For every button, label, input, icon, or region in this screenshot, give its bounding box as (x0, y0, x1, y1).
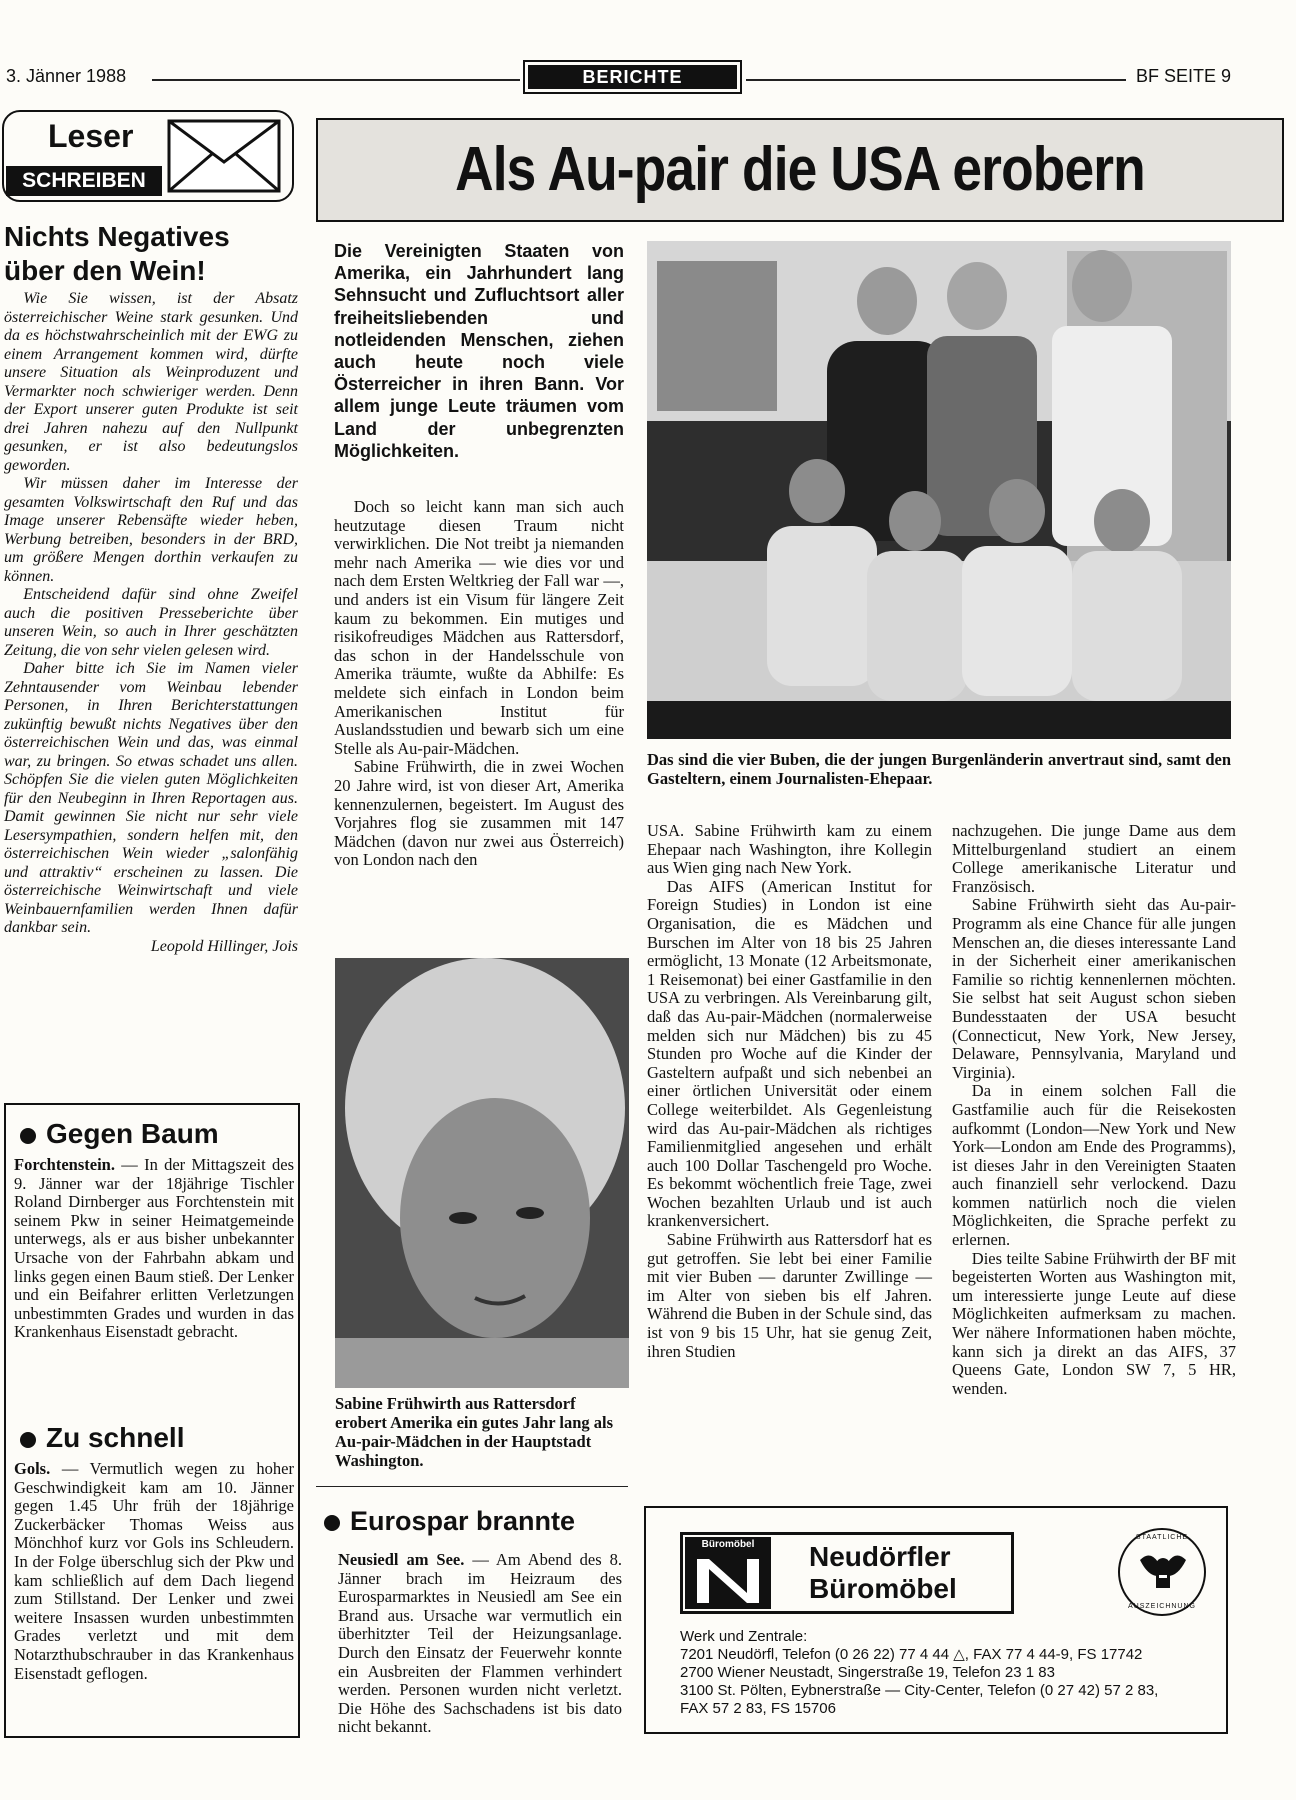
gegen-baum-text (14, 1156, 294, 1342)
ad-line: 2700 Wiener Neustadt, Singerstraße 19, Telefon 23 1 83 (680, 1664, 1055, 1681)
gegen-baum-place: Forchtenstein. (14, 1155, 115, 1174)
ad-name (809, 1541, 957, 1605)
leser-headline-line-2: über den Wein! (4, 255, 206, 286)
eurospar-body: — Am Abend des 8. Jänner brach im Heizraum des Eurosparmarktes in Neusiedl am See ein Brand aus. Ursache war vermutlich ein überhitzter Teil der Heizungsanlage. Durch den Einsatz der Feuerwehr konnte ein Ausbreiten der Flammen verhindert werden. Personen wurden nicht verletzt. Die Höhe des Sachschadens ist bis dato nicht bekannt. (338, 1550, 623, 1737)
bullet-icon (20, 1432, 36, 1448)
col1-paragraph: Sabine Frühwirth, die in zwei Wochen 20 Jahre wird, ist von dieser Art, Amerika kennenzulernen, begeistert. Im August des Vorjahres flog sie zusammen mit 147 Mädchen (davon nur zwei aus Österreich) von London nach den (334, 757, 624, 870)
leser-letter (4, 290, 298, 956)
main-lead: Die Vereinigten Staaten von Amerika, ein Jahrhundert lang Sehnsucht und Zufluchtsort aller freiheitsliebenden und notleidenden Menschen, ziehen auch heute noch viele Österreicher in ihren Bann. Vor allem junge Leute träumen vom Land der unbegrenzten Möglichkeiten. (334, 241, 624, 461)
col3-paragraph: nachzugehen. Die junge Dame aus dem Mittelburgenland studiert an einem College amerikanische Literatur und Französisch. (952, 821, 1236, 896)
ad-seal (1118, 1528, 1206, 1616)
leser-headline-line-1: Nichts Negatives (4, 221, 230, 252)
zu-schnell-body: — Vermutlich wegen zu hoher Geschwindigkeit kam am 10. Jänner gegen 1.45 Uhr früh der 18jährige Zuckerbäcker Thomas Weiss aus Mönchhof kurz vor Gols ins Schleudern. In der Folge überschlug sich der Pkw und kam schließlich auf dem Dach liegend zum Stillstand. Der Lenker und zwei weitere Insassen wurden unbestimmten Grades verletzt und mit dem Notarzthubschrauber in das Krankenhaus Eisenstadt geflogen. (14, 1459, 294, 1683)
leser-logo (2, 110, 294, 202)
header-page: BF SEITE 9 (1136, 66, 1232, 86)
ad-line: 7201 Neudörfl, Telefon (0 26 22) 77 4 44 △, FAX 77 4 44-9, FS 17742 (680, 1646, 1143, 1663)
ad-line: FAX 57 2 83, FS 15706 (680, 1700, 836, 1717)
bullet-icon (20, 1128, 36, 1144)
leser-paragraph: Entscheidend dafür sind ohne Zweifel auch die positiven Presseberichte über unseren Wein, so auch in Ihrer geschätzten Zeitung, die von sehr vielen gelesen wird. (4, 586, 298, 659)
portrait-photo (335, 958, 629, 1388)
col3-paragraph: Da in einem solchen Fall die Gastfamilie auch für die Reisekosten aufkommt (London—New York und New York—London am Ende des Programms), ist dieses Jahr in den Vereinigten Staaten auch finanziell sehr verlockend. Dazu kommen natürlich noch die vielen Möglichkeiten, die Sprache perfekt zu erlernen. (952, 1081, 1236, 1250)
ad-name-line-2: Büromöbel (809, 1573, 957, 1604)
header-rule-right (746, 79, 1126, 81)
main-column-3 (952, 822, 1236, 1398)
main-column-2 (647, 822, 932, 1361)
col2-paragraph: Das AIFS (American Institut for Foreign Studies) in London ist eine Organisation, die es Mädchen und Burschen im Alter von 18 bis 25 Jahren ermöglicht, 13 Monate (12 Arbeitsmonate, 1 Reisemonat) bei einer Gastfamilie in den USA zu verbringen. Als Vereinbarung gilt, daß das Au-pair-Mädchen (normalerweise melden sich nur Mädchen) bis zu 45 Stunden pro Woche auf die Kinder der Gasteltern aufpaßt und sich nebenbei an einer örtlichen Universität oder einem College weiterbildet. Als Gegenleistung wird das Au-pair-Mädchen als richtiges Familienmitglied angesehen und erhält auch 100 Dollar Taschengeld pro Woche. Es bekommt wöchentlich freie Tage, zwei Wochen bezahlten Urlaub und ist auch krankenversichert. (647, 876, 932, 1231)
ad-logo-label: Büromöbel (701, 1539, 755, 1550)
ad-logo (680, 1532, 1014, 1614)
portrait-caption: Sabine Frühwirth aus Rattersdorf erobert Amerika ein gutes Jahr lang als Au-pair-Mädchen in der Hauptstadt Washington. (335, 1394, 614, 1470)
main-headline-box (316, 118, 1284, 222)
section-box (523, 60, 742, 94)
leser-headline (4, 220, 294, 288)
family-photo (647, 241, 1231, 739)
col2-paragraph: USA. Sabine Frühwirth kam zu einem Ehepaar nach Washington, ihre Kollegin aus Wien ging nach New York. (647, 821, 932, 878)
n-logo-icon (693, 1555, 763, 1605)
gegen-baum-body: — In der Mittagszeit des 9. Jänner war der 18jährige Tischler Roland Dirnberger aus Forchtenstein mit seinem Pkw in seiner Heimatgemeinde unterwegs, als er aus bisher unbekannter Ursache von der Fahrbahn abkam und links gegen einen Baum stieß. Der Lenker und ein Beifahrer erlitten Verletzungen unbestimmten Grades und wurden in das Krankenhaus Eisenstadt gebracht. (14, 1155, 294, 1342)
col3-paragraph: Dies teilte Sabine Frühwirth der BF mit begeisterten Worten aus Washington mit, um interessierte junge Leute auf diese Möglichkeiten aufmerksam zu machen. Wer nähere Informationen haben möchte, kann sich ja direkt an das AIFS, 37 Queens Gate, London SW 7, 5 HR, wenden. (952, 1248, 1236, 1398)
seal-top-text: STAATLICHE (1135, 1534, 1189, 1541)
col2-paragraph: Sabine Frühwirth aus Rattersdorf hat es gut getroffen. Sie lebt bei einer Familie mit vier Buben — darunter Zwillinge — im Alter von sieben bis elf Jahren. Während die Buben in der Schule sind, das ist von 9 bis 15 Uhr, hat sie genug Zeit, ihren Studien (647, 1230, 933, 1361)
zu-schnell-text (14, 1460, 294, 1683)
eurospar-title: Eurospar brannte (350, 1506, 576, 1536)
ad-box (644, 1506, 1228, 1734)
eurospar-place: Neusiedl am See. (338, 1550, 465, 1569)
section-label: BERICHTE (528, 65, 737, 89)
portrait-photo-image (335, 958, 629, 1388)
ad-line: 3100 St. Pölten, Eybnerstraße — City-Center, Telefon (0 27 42) 57 2 83, (680, 1682, 1159, 1699)
eurospar-headline (324, 1506, 575, 1537)
leser-paragraph: Wie Sie wissen, ist der Absatz österreichischer Weine stark gesunken. Und da es höchstwahrscheinlich mit der EWG zu einem Arrangement kommen wird, dürfte unsere Situation als Weinproduzent und Vermarkter noch schwieriger werden. Denn der Export unserer guten Produkte ist seit drei Jahren nahezu auf den Nullpunkt gesunken, er ist also bedeutungslos geworden. (4, 290, 298, 474)
family-photo-image (647, 241, 1231, 739)
ad-line: Werk und Zentrale: (680, 1628, 808, 1645)
eagle-icon (1138, 1546, 1188, 1596)
zu-schnell-place: Gols. (14, 1459, 51, 1478)
leser-logo-top: Leser (48, 118, 134, 154)
ad-address (680, 1628, 1158, 1718)
ad-name-line-1: Neudörfler (809, 1541, 951, 1572)
col3-paragraph: Sabine Frühwirth sieht das Au-pair-Programm als eine Chance für alle jungen Menschen an, die dieses interessante Land in der Sicherheit einer amerikanischen Familie so richtig kennenlernen möchten. Sie selbst hat seit August schon sieben Bundesstaaten der USA besucht (Connecticut, New York, New Jersey, Delaware, Pennsylvania, Maryland und Virginia). (952, 895, 1236, 1082)
leser-logo-bottom: SCHREIBEN (6, 166, 162, 196)
bullet-icon (324, 1515, 340, 1531)
leser-paragraph: Wir müssen daher im Interesse der gesamten Volkswirtschaft den Ruf und das Image unserer Rebensäfte wieder heben, Werbung betreiben, besonders in der BRD, um größere Mengen dorthin verkaufen zu können. (4, 475, 298, 585)
ad-logo-mark (685, 1537, 771, 1609)
seal-bottom-text: AUSZEICHNUNG (1127, 1603, 1196, 1610)
eurospar-text (338, 1551, 622, 1737)
family-caption: Das sind die vier Buben, die der jungen Burgenländerin anvertraut sind, samt den Gasteltern, einem Journalisten-Ehepaar. (647, 750, 1231, 788)
main-headline: Als Au-pair die USA erobern (455, 135, 1145, 204)
header-rule-left (152, 79, 520, 81)
zu-schnell-headline (20, 1422, 184, 1454)
article-bottom-rule (316, 1486, 628, 1487)
gegen-baum-headline (20, 1118, 219, 1150)
leser-signature: Leopold Hillinger, Jois (150, 937, 298, 955)
zu-schnell-title: Zu schnell (46, 1422, 185, 1453)
envelope-icon (166, 116, 286, 196)
leser-paragraph: Daher bitte ich Sie im Namen vieler Zehntausender vom Weinbau lebender Personen, in Ihren Berichterstattungen zukünftig bewußt nichts Negatives über den österreichischen Wein und das, was einmal war, zu bringen. So etwas schadet uns allen. Schöpfen Sie die vielen guten Möglichkeiten für den Neubeginn in Ihren Reportagen aus. Damit gewinnen Sie nicht nur sehr viele Lesersympathien, sondern helfen mit, den österreichischen Wein wieder „salonfähig und attraktiv“ erscheinen zu lassen. Die österreichische Weinwirtschaft und viele Weinbauernfamilien werden Ihnen dafür dankbar sein. (4, 660, 298, 936)
main-column-1 (334, 498, 624, 870)
header-date: 3. Jänner 1988 (6, 66, 127, 86)
col1-paragraph: Doch so leicht kann man sich auch heutzutage diesen Traum nicht verwirklichen. Die Not treibt ja niemanden mehr nach Amerika — wie dies vor und nach dem Ersten Weltkrieg der Fall war —, und anders ist ein Visum für längere Zeit kaum zu bekommen. Ein mutiges und risikofreudiges Mädchen aus Rattersdorf, das schon in der Handelsschule von Amerika träumte, wußte da Abhilfe: Es meldete sich einfach in London beim Amerikanischen Institut für Auslandsstudien und bewarb sich um eine Stelle als Au-pair-Mädchen. (334, 497, 624, 758)
gegen-baum-title: Gegen Baum (46, 1118, 219, 1149)
